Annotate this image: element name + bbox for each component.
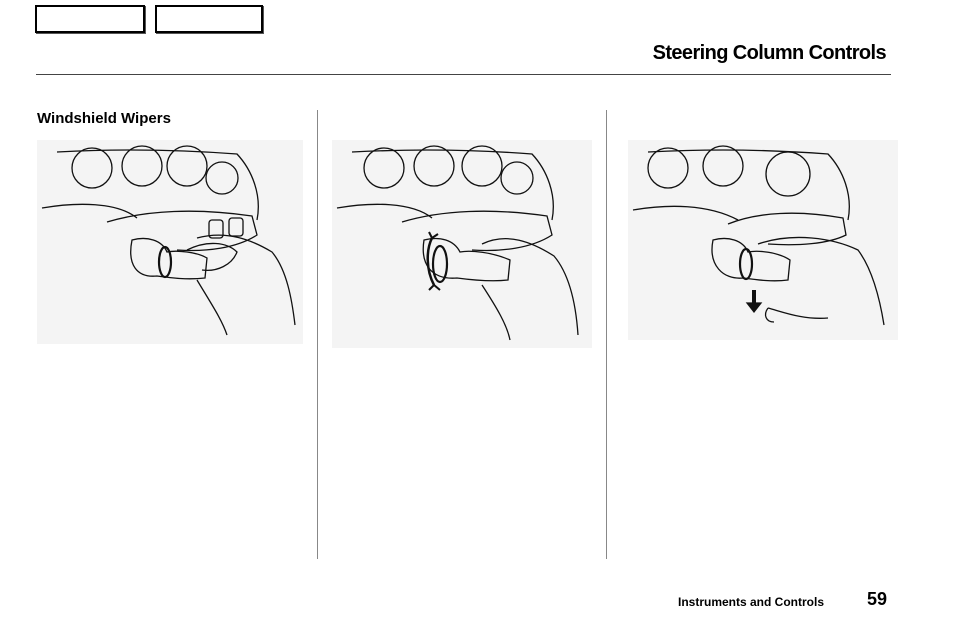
page-title: Steering Column Controls — [652, 42, 886, 64]
page-number: 59 — [867, 589, 888, 609]
wiper-ring-twist-illustration — [37, 140, 303, 344]
wiper-lever-pull-down-illustration — [628, 140, 898, 340]
nav-button-previous[interactable] — [35, 5, 145, 33]
footer-section-name: Instruments and Controls — [678, 595, 825, 609]
nav-button-next[interactable] — [155, 5, 263, 33]
title-rule — [36, 74, 891, 75]
section-heading: Windshield Wipers — [37, 110, 171, 127]
column-divider — [606, 110, 607, 559]
column-divider — [317, 110, 318, 559]
wiper-ring-rotate-illustration — [332, 140, 592, 348]
